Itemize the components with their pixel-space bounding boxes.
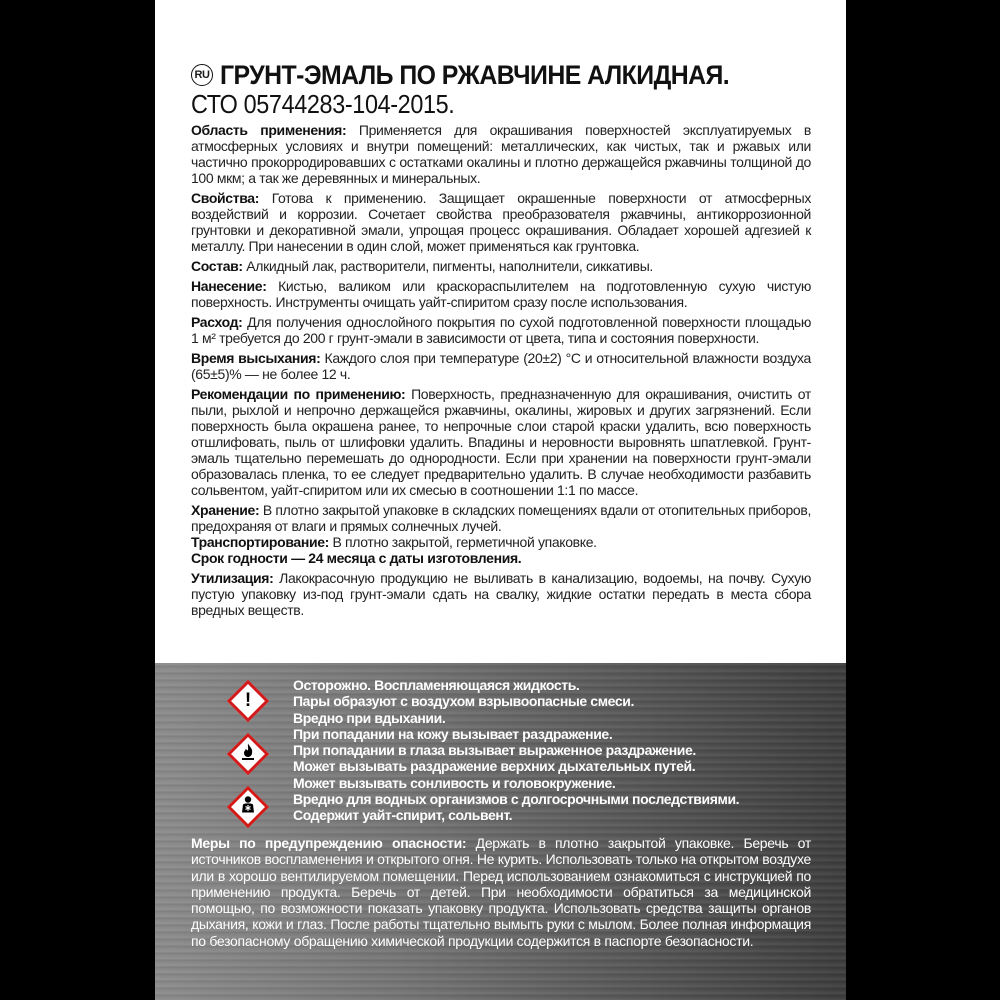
section-text: Каждого слоя при температуре (20±2) °С и относительной влажности воздуха (65±5)% — не более 12 ч.: [191, 350, 811, 382]
section-text: В плотно закрытой, герметичной упаковке.: [332, 534, 597, 550]
section-text: Лакокрасочную продукцию не выливать в канализацию, водоемы, на почву. Сухую пустую упаковку из-под грунт-эмали сдать на свалку, жидкие остатки передать в места сбора вредных веществ.: [191, 570, 811, 618]
section-label: Свойства:: [191, 190, 260, 206]
precautions-text: Держать в плотно закрытой упаковке. Беречь от источников воспламенения и открытого огня. Не курить. Использовать только на открытом воздухе или в хорошо вентилируемом помещении. Перед использованием ознакомиться с инструкцией по применению продукта. Беречь от детей. При необходимости обратиться за медицинской помощью, по возможности показать упаковку продукта. Использовать средства защиты органов дыхания, кожи и глаз. После работы тщательно вымыть руки с мылом. Более полная информация по безопасному обращению химической продукции содержится в паспорте безопасности.: [191, 835, 811, 949]
section-label: Область применения:: [191, 122, 347, 138]
section-label: Утилизация:: [191, 570, 274, 586]
hazard-statement: Пары образуют с воздухом взрывоопасные смеси.: [293, 693, 634, 710]
section-disposal: [191, 570, 811, 618]
section-label: Расход:: [191, 314, 243, 330]
standard-code: СТО 05744283-104-2015.: [191, 89, 455, 119]
shelf-life: Срок годности — 24 месяца с даты изготовления.: [191, 550, 522, 566]
label-content: [191, 60, 811, 622]
section-composition: [191, 258, 811, 274]
section-text: Кистью, валиком или краскораспылителем на подготовленную сухую чистую поверхность. Инструменты очищать уайт-спиритом сразу после использования.: [191, 278, 811, 310]
hazard-statement: Вредно для водных организмов с долгосрочными последствиями.: [293, 791, 740, 808]
product-title: ГРУНТ-ЭМАЛЬ ПО РЖАВЧИНЕ АЛКИДНАЯ.: [220, 59, 730, 90]
section-text: В плотно закрытой упаковке в складских помещениях вдали от отопительных приборов, предохраняя от влаги и прямых солнечных лучей.: [191, 502, 811, 534]
section-recommendations: [191, 386, 811, 498]
section-application-method: [191, 278, 811, 310]
section-consumption: [191, 314, 811, 346]
hazard-statement: При попадании на кожу вызывает раздражение.: [293, 725, 613, 742]
section-label: Нанесение:: [191, 278, 267, 294]
hazard-panel: [155, 663, 846, 1000]
hazard-statements: [293, 677, 813, 824]
section-text: Поверхность, предназначенную для окрашивания, очистить от пыли, рыхлой и непрочно держащейся ржавчины, окалины, жировых и других загрязнений. Если поверхность была окрашена ранее, то непрочные слои старой краски удалить, всю поверхность отшлифовать, пыль от шлифовки удалить. Впадины и неровности выровнять шпатлевкой. Грунт-эмаль тщательно перемешать до однородности. Если при хранении на поверхности грунт-эмали образовалась пленка, то ее следует предварительно удалить. В случае необходимости разбавить сольвентом, уайт-спиритом или их смесью в соотношении 1:1 по массе.: [191, 386, 811, 498]
flame-glyph: [240, 743, 256, 761]
hazard-statement: Может вызывать раздражение верхних дыхательных путей.: [293, 758, 696, 775]
section-text: Готова к применению. Защищает окрашенные поверхности от атмосферных воздействий и коррозии. Сочетает свойства преобразователя ржавчины, антикоррозионной грунтовки и декоративной эмали, упрощая процесс окрашивания. Обладает хорошей адгезией к металлу. При нанесении в один слой, может применяться как грунтовка.: [191, 190, 811, 254]
hazard-statement: При попадании в глаза вызывает выраженное раздражение.: [293, 742, 696, 759]
ru-language-badge: RU: [191, 64, 213, 86]
section-label: Время высыхания:: [191, 350, 321, 366]
section-text: Алкидный лак, растворители, пигменты, наполнители, сиккативы.: [246, 258, 653, 274]
health-hazard-glyph: [240, 796, 256, 814]
hazard-statement: Может вызывать сонливость и головокружение.: [293, 774, 616, 791]
section-label: Рекомендации по применению:: [191, 386, 406, 402]
title-row: [191, 60, 811, 90]
precautions-label: Меры по предупреждению опасности:: [191, 835, 467, 851]
label-page: [155, 0, 846, 1000]
health-hazard-icon: [227, 786, 269, 828]
hazard-statement: Осторожно. Воспламеняющаяся жидкость.: [293, 677, 580, 693]
hazard-statement: Вредно при вдыхании.: [293, 709, 446, 726]
precautionary-measures: [191, 835, 811, 949]
section-drying-time: [191, 350, 811, 382]
section-properties: [191, 190, 811, 254]
hazard-statement: Содержит уайт-спирит, сольвент.: [293, 807, 513, 824]
section-label: Хранение:: [191, 502, 260, 518]
section-text: Применяется для окрашивания поверхностей эксплуатируемых в атмосферных условиях и внутри помещений: металлических, как чистых, так и ржавых или частично прокорродировавших с остатками окалины и плотно держащейся ржавчины толщиной до 100 мкм; а так же деревянных и минеральных.: [191, 122, 812, 186]
section-label: Транспортирование:: [191, 534, 329, 550]
flame-icon: [227, 733, 269, 775]
section-label: Состав:: [191, 258, 243, 274]
exclamation-mark-icon: !: [227, 680, 269, 722]
section-application: [191, 122, 811, 186]
section-transport: [191, 534, 811, 550]
section-storage: [191, 502, 811, 534]
section-text: Для получения однослойного покрытия по сухой подготовленной поверхности площадью 1 м² требуется до 200 г грунт-эмали в зависимости от цвета, типа и состояния поверхности.: [191, 314, 811, 346]
